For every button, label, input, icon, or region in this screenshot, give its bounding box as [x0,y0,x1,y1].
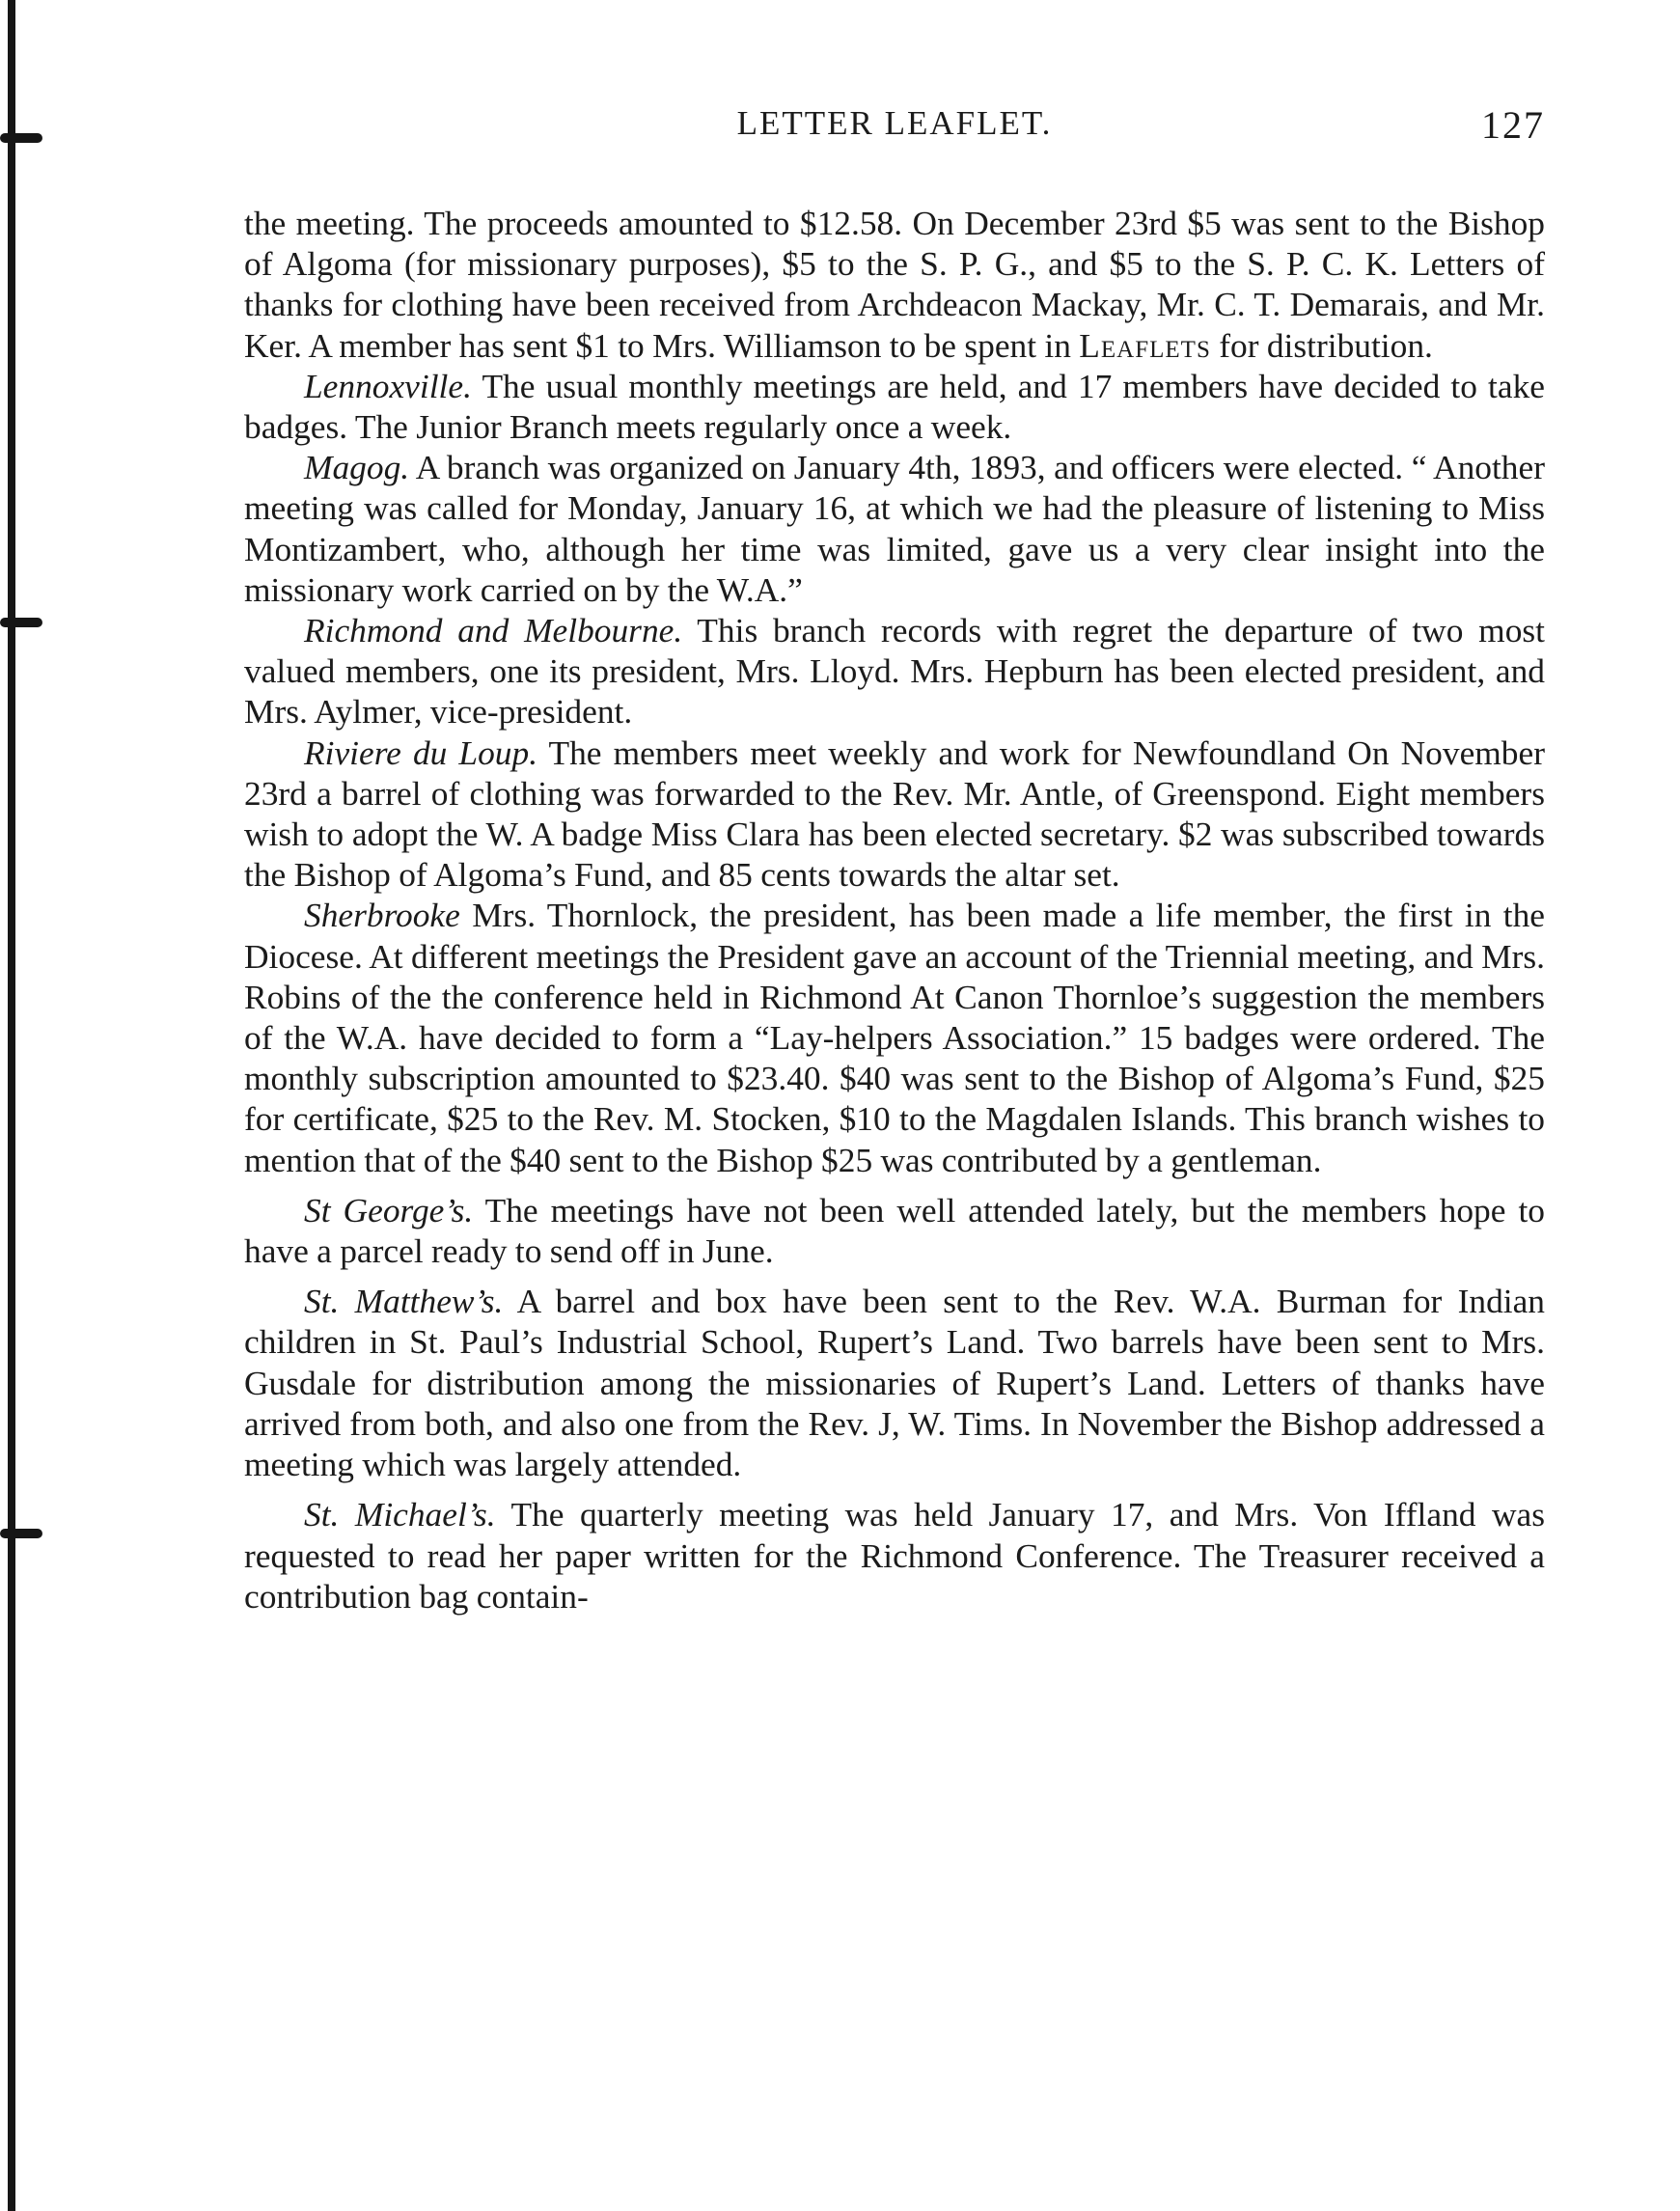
paragraph-text: This branch records with regret the departure of two most valued members, one its president, Mrs. Lloyd. Mrs. Hepburn has been elected president, and Mrs. Aylmer, vice-president. [244,611,1545,732]
binding-mark [0,1529,42,1538]
paragraph-sherbrooke [244,895,1545,1179]
branch-name: Sherbrooke [304,896,460,935]
paragraph-text: A branch was organized on January 4th, 1893, and officers were elected. “ Another meeting was called for Monday, January 16, at which we had the pleasure of listening to Miss Montizambert, who, although her time was limited, gave us a very clear insight into the missionary work carried on by the W.A.” [244,448,1545,609]
paragraph-text: A barrel and box have been sent to the Rev. W.A. Burman for Indian children in St. Paul’s Industrial School, Rupert’s Land. Two barrels have been sent to Mrs. Gusdale for distribution among the missionaries of Rupert’s Land. Letters of thanks have arrived from both, and also one from the Rev. J, W. Tims. In November the Bishop addressed a meeting which was largely attended. [244,1282,1546,1484]
paragraph-st-georges [244,1190,1545,1271]
paragraph-text: The members meet weekly and work for Newfoundland On November 23rd a barrel of clothing was forwarded to the Rev. Mr. Antle, of Greenspond. Eight members wish to adopt the W. A badge Miss Clara has been elected secretary. $2 was subscribed towards the Bishop of Algoma’s Fund, and 85 cents towards the altar set. [244,732,1545,895]
letter-body [244,203,1545,1617]
paragraph-magog [244,447,1545,610]
paragraph-riviere-du-loup [244,732,1545,896]
paragraph-text: the meeting. The proceeds amounted to $12.58. On December 23rd $5 was sent to the Bishop of Algoma (for missionary purposes), $5 to the S. P. G., and $5 to the S. P. C. K. Letters of thanks for clothing have been received from Archdeacon Mackay, Mr. C. T. Demarais, and Mr. Ker. A member has sent $1 to Mrs. Williamson to be spent in [244,204,1545,365]
branch-name: Riviere du Loup. [304,732,538,772]
branch-name: Richmond and Melbourne. [304,611,683,650]
binding-mark [0,618,42,627]
branch-name: St George’s. [304,1190,474,1230]
binding-edge [8,0,15,2211]
branch-name: St. Matthew’s. [304,1282,504,1321]
paragraph-lennoxville [244,366,1545,447]
paragraph-continuation [244,203,1545,366]
leaflets-smallcaps: Leaflets [1079,325,1211,365]
branch-name: Lennoxville. [304,366,472,405]
paragraph-text: The meetings have not been well attended lately, but the members hope to have a parcel ready to send off in June. [244,1190,1545,1271]
paragraph-text-end: for distribution. [1210,325,1433,365]
paragraph-text: The quarterly meeting was held January 17, and Mrs. Von Iffland was requested to read her paper written for the Richmond Conference. The Treasurer received a contribution bag contain- [244,1495,1545,1616]
branch-name: St. Michael’s. [304,1495,496,1534]
paragraph-st-matthews [244,1281,1545,1484]
page-number: 127 [1481,103,1545,147]
paragraph-richmond-melbourne [244,610,1545,732]
binding-mark [0,133,42,143]
paragraph-st-michaels [244,1494,1545,1617]
branch-name: Magog. [304,448,410,487]
running-head: LETTER LEAFLET. [736,104,1053,142]
paragraph-text: Mrs. Thornlock, the president, has been made a life member, the first in the Diocese. At different meetings the President gave an account of the Triennial meeting, and Mrs. Robins of the the conference held in Richmond At Canon Thornloe’s suggestion the members of the W.A. have decided to form a “Lay-helpers Association.” 15 badges were ordered. The monthly subscription amounted to $23.40. $40 was sent to the Bishop of Algoma’s Fund, $25 for certificate, $25 to the Rev. M. Stocken, $10 to the Magdalen Islands. This branch wishes to mention that of the $40 sent to the Bishop $25 was contributed by a gentleman. [244,896,1545,1179]
paragraph-text: The usual monthly meetings are held, and 17 members have decided to take badges. The Junior Branch meets regularly once a week. [244,366,1545,447]
page-header [244,104,1545,158]
